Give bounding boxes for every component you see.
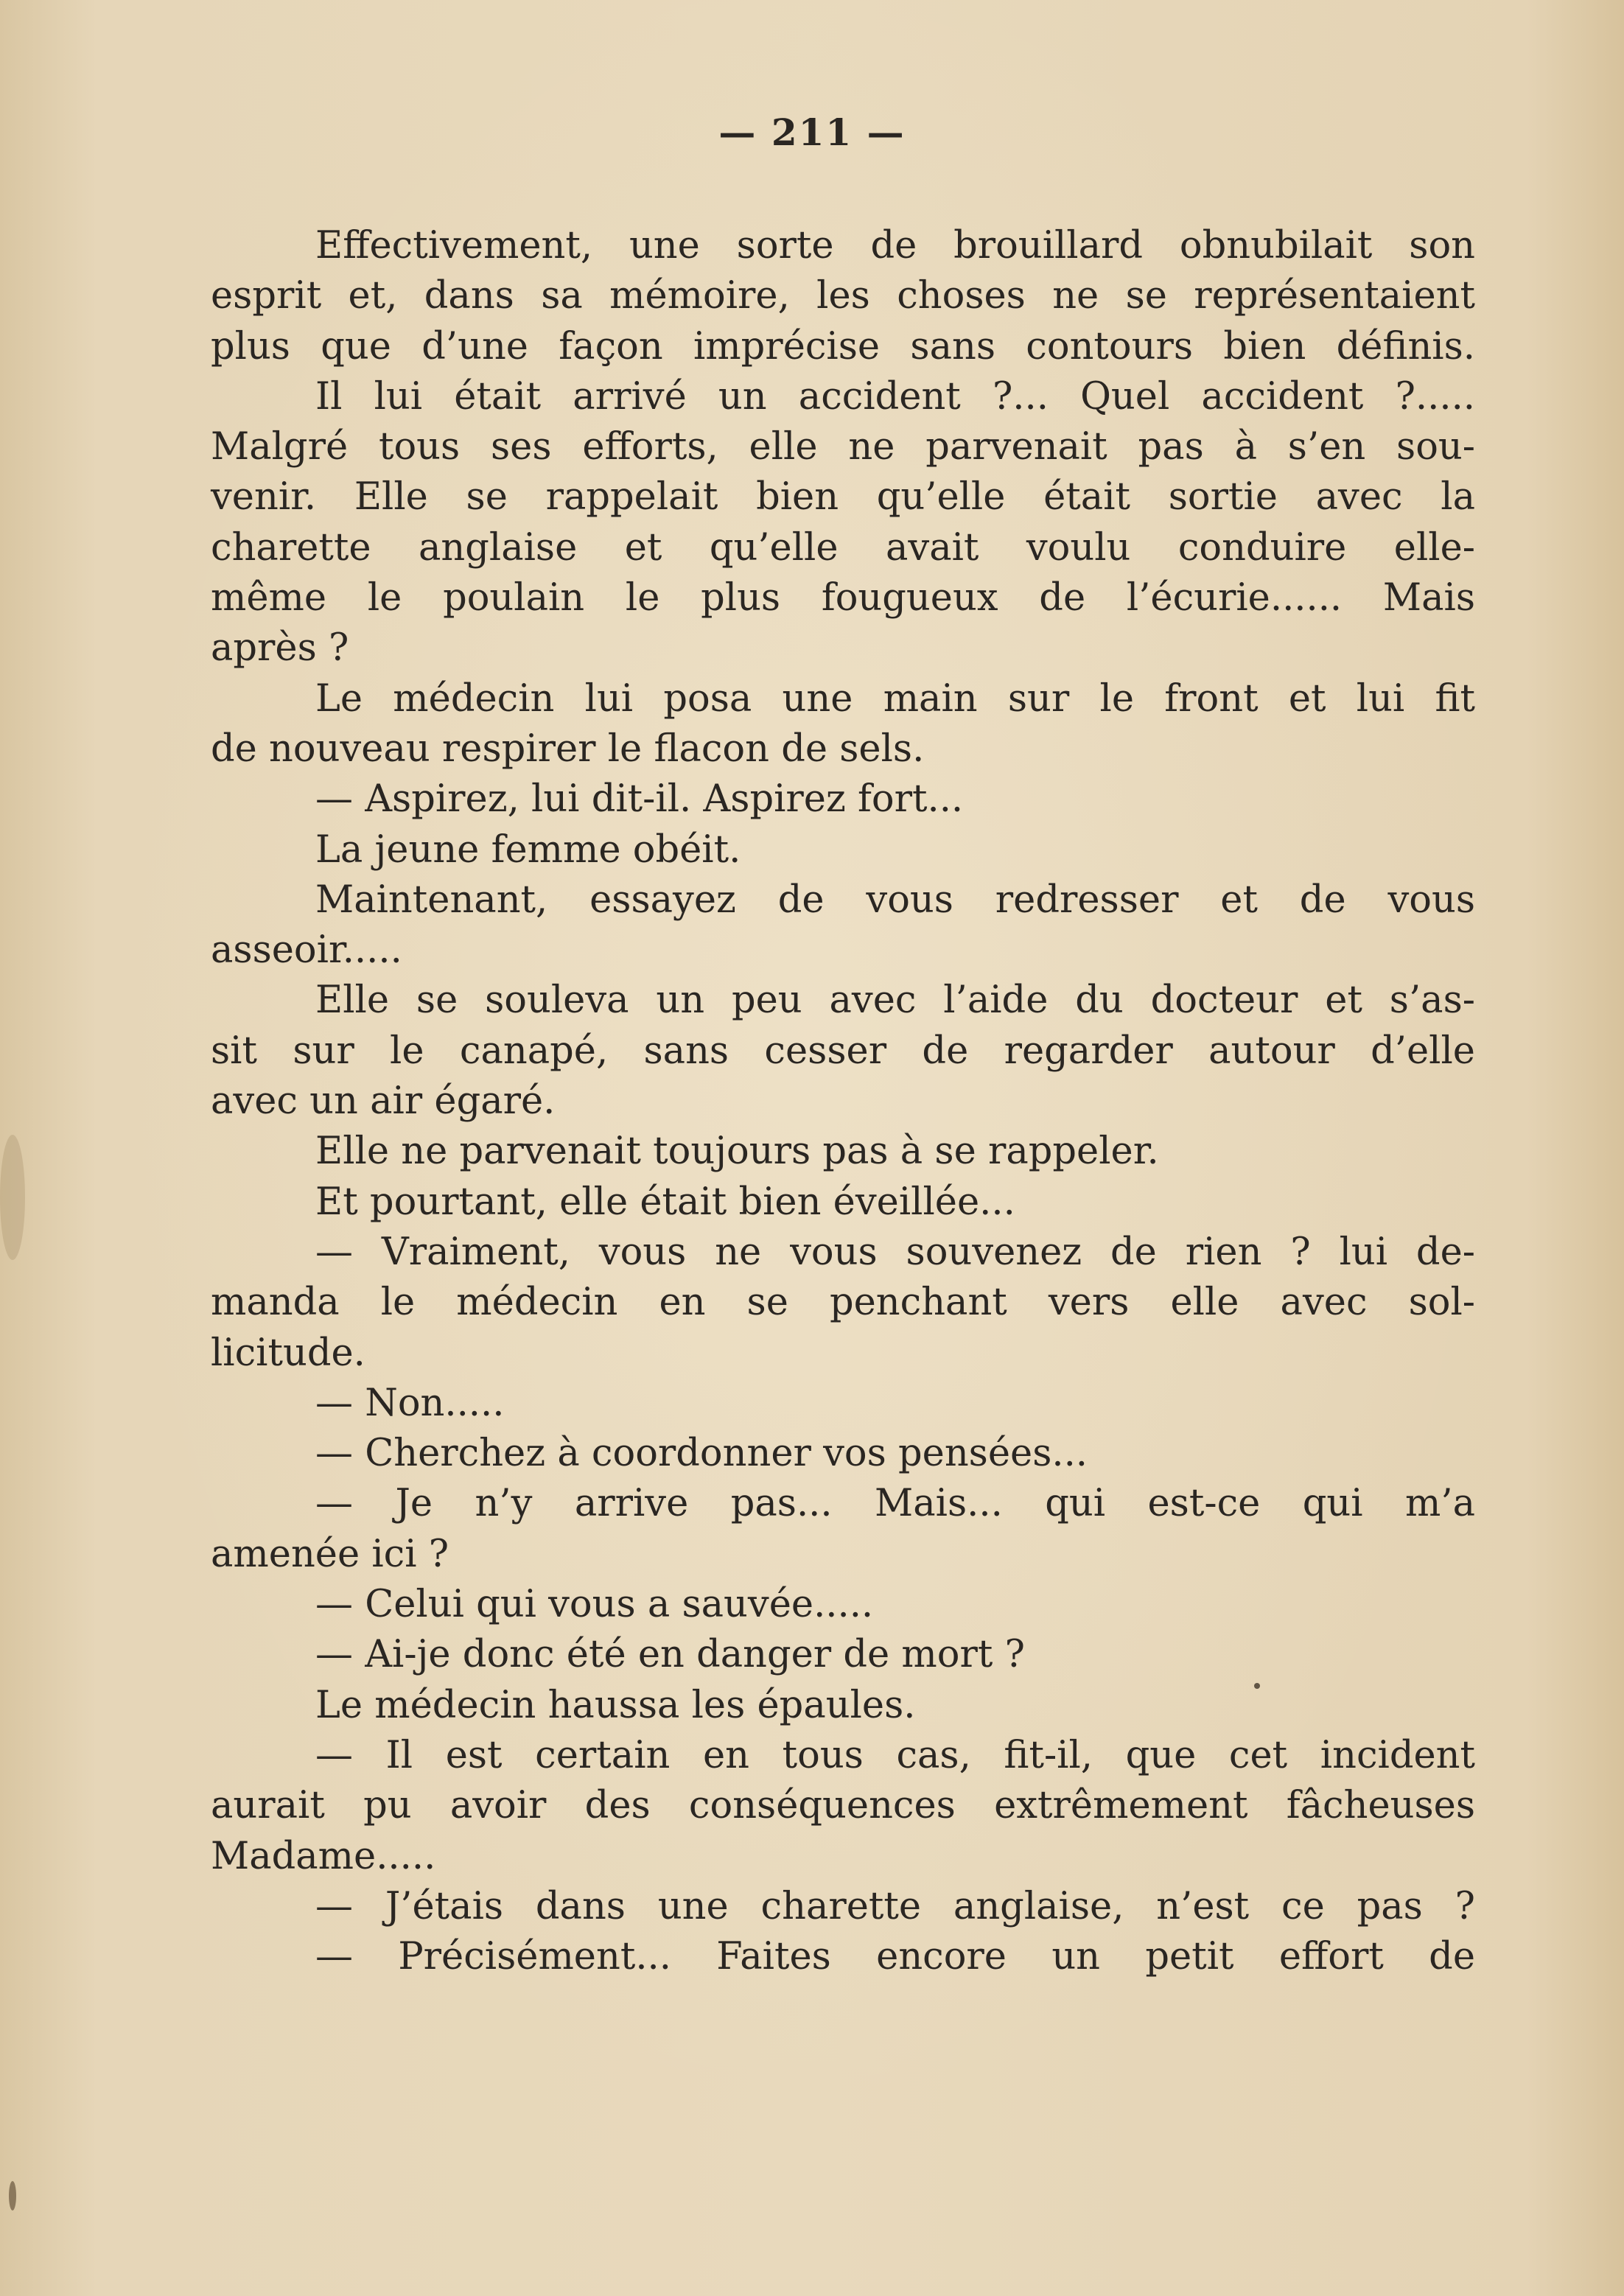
- text-line: Le médecin haussa les épaules.: [315, 1683, 916, 1727]
- page-number: — 211 —: [718, 111, 906, 154]
- text-line: charette anglaise et qu’elle avait voulu conduire elle-: [211, 525, 1475, 570]
- text-line: après ?: [211, 626, 349, 671]
- text-line: — Je n’y arrive pas... Mais... qui est-ce qui m’a: [315, 1482, 1475, 1526]
- text-line: Effectivement, une sorte de brouillard obnubilait son: [315, 224, 1475, 267]
- text-line: esprit et, dans sa mémoire, les choses ne se représentaient: [211, 274, 1475, 318]
- text-line: Madame.....: [211, 1834, 436, 1878]
- text-line: aurait pu avoir des conséquences extrêmement fâcheuses: [211, 1784, 1475, 1828]
- foxing-stain: [9, 2181, 16, 2211]
- text-line: — Vraiment, vous ne vous souvenez de rien ? lui de-: [315, 1230, 1475, 1274]
- text-line: plus que d’une façon imprécise sans contours bien définis.: [211, 324, 1475, 368]
- text-line: venir. Elle se rappelait bien qu’elle était sortie avec la: [211, 475, 1475, 519]
- text-line: Maintenant, essayez de vous redresser et de vous: [315, 878, 1475, 922]
- text-line: Et pourtant, elle était bien éveillée...: [315, 1180, 1015, 1224]
- text-line: Le médecin lui posa une main sur le front et lui fit: [315, 676, 1475, 721]
- text-line: avec un air égaré.: [211, 1079, 556, 1124]
- text-line: La jeune femme obéit.: [315, 827, 741, 872]
- text-line: Elle ne parvenait toujours pas à se rappeler.: [315, 1130, 1159, 1174]
- text-line: sit sur le canapé, sans cesser de regarder autour d’elle: [211, 1029, 1475, 1073]
- text-line: Elle se souleva un peu avec l’aide du docteur et s’as-: [315, 979, 1475, 1023]
- text-line: Il lui était arrivé un accident ?... Quel accident ?.....: [315, 374, 1475, 419]
- text-line: Malgré tous ses efforts, elle ne parvenait pas à s’en sou-: [211, 425, 1475, 469]
- foxing-stain: [0, 1135, 25, 1260]
- text-line: de nouveau respirer le flacon de sels.: [211, 727, 925, 771]
- text-line: même le poulain le plus fougueux de l’écurie...... Mais: [211, 576, 1475, 620]
- text-line: manda le médecin en se penchant vers elle avec sol-: [211, 1281, 1475, 1325]
- text-line: licitude.: [211, 1331, 365, 1375]
- text-line: — Il est certain en tous cas, fit-il, que cet incident: [315, 1733, 1475, 1777]
- text-line: amenée ici ?: [211, 1532, 449, 1576]
- text-line: — Précisément... Faites encore un petit effort de: [315, 1935, 1475, 1979]
- text-line: asseoir.....: [211, 928, 402, 973]
- text-line: — Aspirez, lui dit-il. Aspirez fort...: [315, 777, 964, 822]
- text-line: — Non.....: [315, 1381, 505, 1425]
- text-line: — Ai-je donc été en danger de mort ?: [315, 1633, 1025, 1677]
- text-line: — Celui qui vous a sauvée.....: [315, 1583, 874, 1627]
- text-line: — J’étais dans une charette anglaise, n’est ce pas ?: [315, 1884, 1475, 1928]
- text-line: — Cherchez à coordonner vos pensées...: [315, 1432, 1088, 1476]
- body-text: [211, 221, 1475, 1982]
